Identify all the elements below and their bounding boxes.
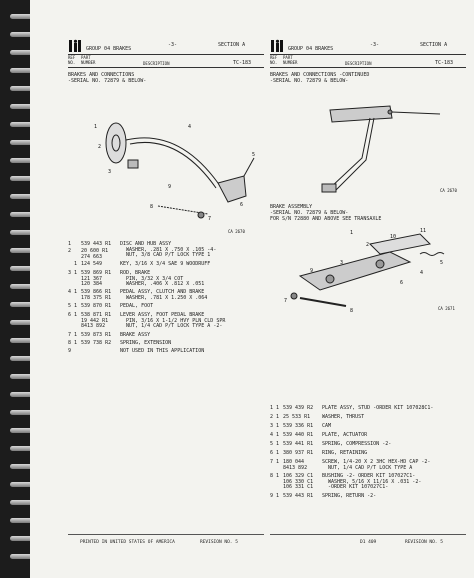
diagram-code: CA 2670 <box>228 229 245 234</box>
serial-note: -SERIAL NO. 72879 & BELOW- <box>270 78 349 84</box>
callout-label: 8 <box>150 204 154 210</box>
brake-assembly-diagram <box>270 224 466 314</box>
part-qty: 1 <box>74 340 78 346</box>
part-ref: 2 <box>270 414 274 420</box>
pedal-linkage-diagram <box>270 88 466 198</box>
callout-label: 2 <box>366 242 370 248</box>
part-qty: 1 <box>74 270 78 276</box>
part-description: KEY, 3/16 X 3/4 SAE 9 WOODRUFF <box>120 261 211 267</box>
brake-linkage-diagram <box>68 88 264 238</box>
part-number: 106 329 C1 106 330 C1 106 331 C1 <box>283 473 314 490</box>
left-column <box>68 36 264 556</box>
callout-label: 1 <box>94 124 98 130</box>
part-number: 539 866 R1 178 375 R1 <box>81 289 112 301</box>
callout-label: 6 <box>240 202 244 208</box>
part-ref: 5 <box>68 303 72 309</box>
part-description: SPRING, EXTENSION <box>120 340 172 346</box>
part-ref: 9 <box>270 493 274 499</box>
group-title: GROUP 04 BRAKES <box>86 46 132 52</box>
callout-label: 10 <box>390 234 397 240</box>
part-ref: 6 <box>270 450 274 456</box>
part-ref: 2 <box>68 248 72 254</box>
part-ref: 4 <box>270 432 274 438</box>
col-ref-header: REF NO. <box>68 55 76 65</box>
part-row <box>270 460 466 472</box>
part-ref: 3 <box>68 270 72 276</box>
section-heading: BRAKES AND CONNECTIONS <box>68 72 135 78</box>
part-description: WASHER, THRUST <box>322 414 365 420</box>
part-ref: 8 <box>68 340 72 346</box>
part-description: LEVER ASSY, FOOT PEDAL BRAKE PIN, 3/16 X 1-1/2 HVY PLN CLD SPR NUT, 1/4 CAD P/T LOCK TYPE A -2- <box>120 312 226 329</box>
section-label: SECTION A <box>218 42 246 48</box>
part-qty: 1 <box>276 493 280 499</box>
part-description: ROD, BRAKE PIN, 3/32 X 3/4 COT WASHER, .406 X .812 X .051 <box>120 270 205 287</box>
part-number: 20 600 R1 274 663 <box>81 248 109 260</box>
callout-label: 1 <box>350 230 354 236</box>
part-row <box>68 270 264 287</box>
footer-revision: REVISION NO. 5 <box>405 540 443 545</box>
part-row <box>68 312 264 329</box>
tc-number: TC-183 <box>435 60 454 66</box>
assembly-serial: -SERIAL NO. 72879 & BELOW- <box>270 210 349 216</box>
ih-logo-icon <box>68 39 82 53</box>
tc-number: TC-183 <box>233 60 252 66</box>
callout-label: 5 <box>252 152 256 158</box>
callout-label: 5 <box>440 260 444 266</box>
col-desc-header: DESCRIPTION <box>143 61 170 66</box>
part-row <box>68 290 264 302</box>
part-ref: 3 <box>270 423 274 429</box>
part-qty: 1 <box>74 312 78 318</box>
part-row <box>68 249 264 261</box>
part-ref: 6 <box>68 312 72 318</box>
part-ref: 5 <box>270 441 274 447</box>
part-row <box>270 473 466 490</box>
part-qty: 1 <box>276 450 280 456</box>
part-description: CAM <box>322 423 332 429</box>
part-number: 380 937 R1 <box>283 450 314 456</box>
section-label: SECTION A <box>420 42 448 48</box>
part-number: 539 441 R1 <box>283 441 314 447</box>
header-rule <box>270 54 466 55</box>
callout-label: 8 <box>350 308 354 314</box>
col-desc-header: DESCRIPTION <box>345 61 372 66</box>
callout-label: 6 <box>400 280 404 286</box>
part-qty: 1 <box>74 261 78 267</box>
part-number: 539 738 R2 <box>81 340 112 346</box>
part-ref: 9 <box>68 348 72 354</box>
part-description: PEDAL ASSY, CLUTCH AND BRAKE WASHER, .781 X 1.250 X .064 <box>120 289 208 301</box>
header-rule <box>68 67 264 68</box>
right-column <box>270 36 466 556</box>
part-description: SCREW, 1/4-20 X 2 3HC HEX-HD CAP -2- NUT, 1/4 CAD P/T LOCK TYPE A <box>322 459 431 471</box>
part-number: 539 869 R1 121 367 120 384 <box>81 270 112 287</box>
part-number: 180 044 8413 892 <box>283 459 308 471</box>
callout-label: 4 <box>188 124 192 130</box>
part-qty: 1 <box>74 332 78 338</box>
manual-page <box>30 0 474 578</box>
part-number: 539 440 R1 <box>283 432 314 438</box>
page-marker: -3- <box>168 42 178 48</box>
callout-label: 4 <box>420 270 424 276</box>
part-row <box>68 349 264 361</box>
part-ref: 8 <box>270 473 274 479</box>
part-ref: 1 <box>270 405 274 411</box>
part-description: DISC AND HUB ASSY WASHER, .281 X .750 X .105 -4- NUT, 3/8 CAD P/T LOCK TYPE 1 <box>120 241 217 258</box>
part-number: 539 336 R1 <box>283 423 314 429</box>
part-row <box>270 494 466 506</box>
footer-code: D1 409 <box>360 540 377 545</box>
part-ref: 1 <box>68 241 72 247</box>
part-ref: 7 <box>68 332 72 338</box>
header-rule <box>68 54 264 55</box>
col-ref-header: REF NO. <box>270 55 278 65</box>
part-description: SPRING, RETURN -2- <box>322 493 377 499</box>
part-qty: 1 <box>74 289 78 295</box>
footer-print-note: PRINTED IN UNITED STATES OF AMERICA <box>80 540 175 545</box>
part-number: 539 443 R1 <box>283 493 314 499</box>
section-heading: BRAKES AND CONNECTIONS -CONTINUED <box>270 72 370 78</box>
part-qty: 1 <box>276 423 280 429</box>
footer-revision: REVISION NO. 5 <box>200 540 238 545</box>
part-description: PLATE, ACTUATOR <box>322 432 368 438</box>
callout-label: 7 <box>284 298 288 304</box>
part-qty: 1 <box>276 405 280 411</box>
ih-logo-icon <box>270 39 284 53</box>
col-part-header: PART NUMBER <box>283 55 298 65</box>
binder-spine <box>0 0 30 578</box>
part-qty: 1 <box>276 441 280 447</box>
col-part-header: PART NUMBER <box>81 55 96 65</box>
part-number: 539 873 R1 <box>81 332 112 338</box>
header-rule <box>270 67 466 68</box>
part-qty: 1 <box>276 414 280 420</box>
part-number: 539 870 R1 <box>81 303 112 309</box>
part-qty: 1 <box>276 459 280 465</box>
part-description: BUSHING -2- ORDER KIT 107027C1- WASHER, 5/16 X 11/16 X .031 -2- -ORDER KIT 107027C1- <box>322 473 422 490</box>
part-description: NOT USED IN THIS APPLICATION <box>120 348 205 354</box>
callout-label: 9 <box>168 184 172 190</box>
callout-label: 7 <box>208 216 212 222</box>
group-title: GROUP 04 BRAKES <box>288 46 334 52</box>
callout-label: 2 <box>98 144 102 150</box>
callout-label: 9 <box>310 268 314 274</box>
footer-rule <box>270 534 466 535</box>
part-description: PLATE ASSY, STUD -ORDER KIT 107028C1- <box>322 405 434 411</box>
part-description: RING, RETAINING <box>322 450 368 456</box>
part-description: BRAKE ASSY <box>120 332 151 338</box>
part-description: SPRING, COMPRESSION -2- <box>322 441 392 447</box>
part-ref: 7 <box>270 459 274 465</box>
callout-label: 3 <box>340 260 344 266</box>
assembly-heading: BRAKE ASSEMBLY <box>270 204 313 210</box>
assembly-note: FOR S/N 72880 AND ABOVE SEE TRANSAXLE <box>270 216 382 222</box>
part-number: 538 871 R1 19 442 R1 8413 892 <box>81 312 112 329</box>
part-qty: 1 <box>276 432 280 438</box>
part-description: PEDAL, FOOT <box>120 303 154 309</box>
callout-label: 3 <box>108 169 112 175</box>
part-number: 124 549 <box>81 261 103 267</box>
part-qty: 1 <box>74 303 78 309</box>
callout-label: 11 <box>420 228 427 234</box>
diagram-code: CA 2671 <box>438 306 455 311</box>
footer-rule <box>68 534 264 535</box>
part-number: 539 439 R2 <box>283 405 314 411</box>
part-qty: 1 <box>276 473 280 479</box>
page-marker: -3- <box>370 42 380 48</box>
part-number: 25 533 R1 <box>283 414 311 420</box>
diagram-code: CA 2670 <box>440 188 457 193</box>
serial-note: -SERIAL NO. 72879 & BELOW- <box>68 78 147 84</box>
part-ref: 4 <box>68 289 72 295</box>
part-number: 539 443 R1 <box>81 241 112 247</box>
